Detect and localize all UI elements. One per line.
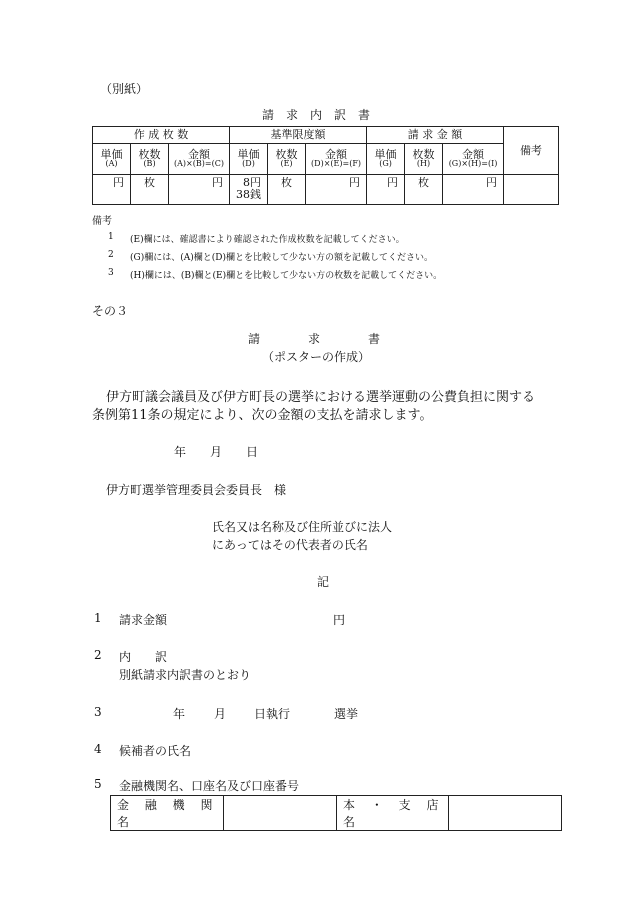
unit-cell: 円 (306, 175, 367, 205)
unit-cell: 円 (169, 175, 230, 205)
branch-name-field[interactable] (449, 796, 562, 831)
unit-cell: 枚 (405, 175, 443, 205)
item-number: 2 (94, 648, 102, 662)
remarks-cell (504, 175, 559, 205)
note-number: 3 (108, 268, 114, 278)
column-header: 金額 (D)×(E)=(F) (306, 144, 367, 175)
branch-name-label: 本 ・ 支 店 名 (337, 796, 449, 831)
column-header: 単価 (G) (367, 144, 405, 175)
unit-extra: 38銭 (236, 188, 261, 201)
item-number: 1 (94, 611, 102, 625)
item-number: 3 (94, 705, 102, 719)
breakdown-title: 請 求 内 訳 書 (262, 108, 371, 122)
group-header-production: 作 成 枚 数 (93, 127, 230, 144)
date-line: 年 月 日 (174, 445, 259, 459)
column-header: 枚数 (E) (268, 144, 306, 175)
breakdown-table (92, 126, 559, 205)
claimant-name-label: 氏名又は名称及び住所並びに法人 (212, 520, 393, 534)
bank-info-label: 金融機関名、口座名及び口座番号 (119, 779, 300, 793)
claim-body-line: 伊方町議会議員及び伊方町長の選挙における選挙運動の公費負担に関する (106, 390, 536, 405)
breakdown-label: 内 訳 (119, 650, 168, 664)
column-header: 単価 (A) (93, 144, 131, 175)
election-month: 月 (214, 707, 227, 721)
group-header-claim: 請 求 金 額 (367, 127, 504, 144)
column-header: 単価 (D) (230, 144, 268, 175)
item-number: 5 (94, 777, 102, 791)
claim-subtitle: （ポスターの作成） (262, 350, 371, 364)
bank-name-label: 金 融 機 関 名 (111, 796, 224, 831)
election-day: 日執行 (254, 707, 291, 721)
unit-cell: 円 (93, 175, 131, 205)
claim-amount-unit: 円 (333, 613, 346, 627)
note-text: (E)欄には、確認書により確認された作成枚数を記載してください。 (130, 235, 405, 245)
claimant-name-label: にあってはその代表者の氏名 (212, 538, 368, 552)
unit-cell: 枚 (131, 175, 169, 205)
claim-amount-label: 請求金額 (119, 613, 168, 627)
bank-name-field[interactable] (224, 796, 337, 831)
election-year: 年 (173, 707, 186, 721)
attachment-label: （別紙） (100, 82, 149, 96)
bank-table (110, 795, 562, 831)
unit-cell: 円 (443, 175, 504, 205)
item-number: 4 (94, 742, 102, 756)
note-number: 2 (108, 250, 114, 260)
column-header: 枚数 (H) (405, 144, 443, 175)
remarks-header: 備考 (504, 127, 559, 175)
column-header: 金額 (A)×(B)=(C) (169, 144, 230, 175)
note-text: (H)欄には、(B)欄と(E)欄とを比較して少ない方の枚数を記載してください。 (130, 271, 443, 281)
unit-cell: 枚 (268, 175, 306, 205)
candidate-name-label: 候補者の氏名 (119, 744, 192, 758)
column-header: 金額 (G)×(H)=(I) (443, 144, 504, 175)
claim-body-line: 条例第11条の規定により、次の金額の支払を請求します。 (92, 408, 433, 423)
unit-cell: 円 (367, 175, 405, 205)
group-header-limit: 基準限度額 (230, 127, 367, 144)
column-header: 枚数 (B) (131, 144, 169, 175)
claim-title: 請 求 書 (248, 332, 381, 346)
breakdown-detail: 別紙請求内訳書のとおり (119, 668, 252, 682)
unit-cell: 8円 38銭 (230, 175, 268, 205)
addressee: 伊方町選挙管理委員会委員長 様 (106, 483, 287, 497)
note-text: (G)欄には、(A)欄と(D)欄とを比較して少ない方の額を記載してください。 (130, 253, 433, 263)
ki-label: 記 (317, 575, 330, 589)
note-number: 1 (108, 232, 114, 242)
section-label: その３ (92, 304, 129, 318)
notes-heading: 備考 (92, 216, 112, 227)
election-label: 選挙 (334, 707, 359, 721)
